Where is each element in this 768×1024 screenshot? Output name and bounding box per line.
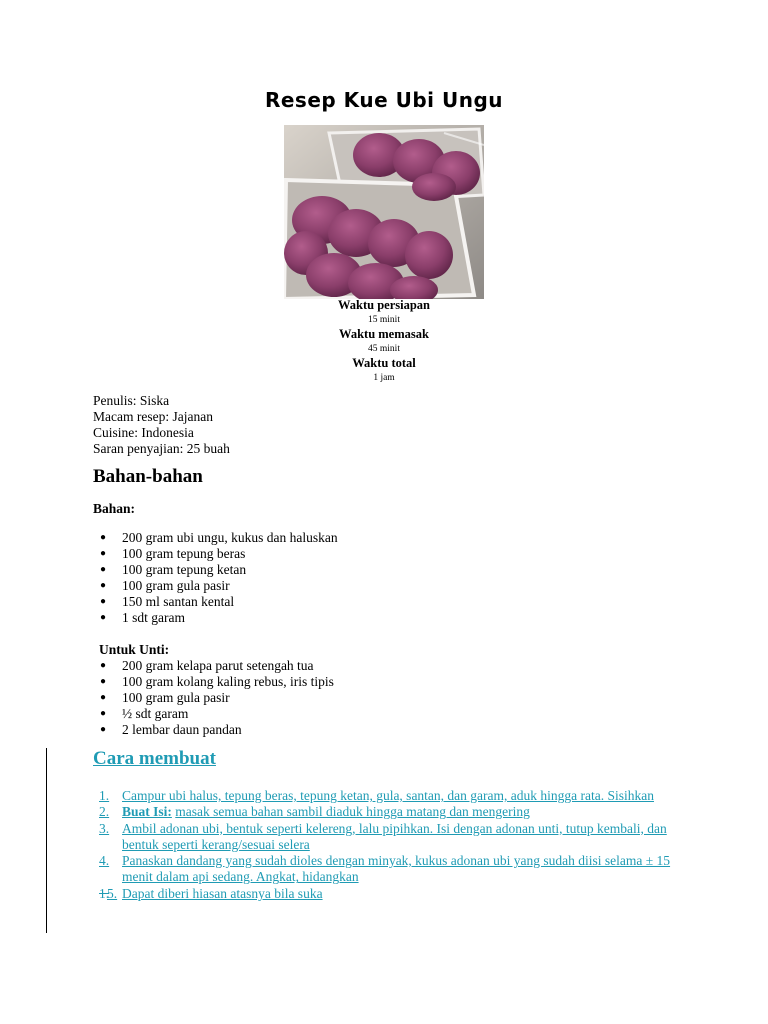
method-step[interactable]: 2. Buat Isi: masak semua bahan sambil diaduk hingga matang dan mengering [99,804,530,820]
prep-time-value: 15 minit [368,315,400,325]
struck-number: 1. [99,885,110,901]
prep-time-label: Waktu persiapan [337,298,431,312]
ingredients-heading: Bahan-bahan [93,466,203,487]
cook-time-value: 45 minit [368,344,400,354]
bahan-heading: Bahan: [93,501,136,516]
total-time-label: Waktu total [352,356,416,370]
list-item: ● 100 gram gula pasir [100,578,230,593]
meta-author: Penulis: Siska [93,393,170,408]
list-item: ● 200 gram kelapa parut setengah tua [100,658,314,673]
bahan-list [93,530,338,626]
list-item: ● 100 gram gula pasir [100,690,230,705]
list-item: ● ½ sdt garam [100,706,189,721]
method-heading[interactable]: Cara membuat [93,748,216,769]
total-time-value: 1 jam [373,373,395,383]
method-steps [93,788,673,902]
unti-heading: Untuk Unti: [99,642,170,657]
unti-list [93,658,334,738]
list-item: ● 100 gram kolang kaling rebus, iris tipis [100,674,334,689]
list-item: ● 1 sdt garam [100,610,185,625]
method-step[interactable]: 1. Campur ubi halus, tepung beras, tepung ketan, gula, santan, dan garam, aduk hingga rata. Sisihkan [99,788,654,803]
time-block [0,298,768,385]
page-title: Resep Kue Ubi Ungu [264,88,504,112]
meta-recipe-type: Macam resep: Jajanan [93,409,213,424]
cook-time-label: Waktu memasak [339,327,429,341]
list-item: ● 100 gram tepung ketan [100,562,247,577]
meta-cuisine: Cuisine: Indonesia [93,425,194,440]
list-item: ● 150 ml santan kental [100,594,235,609]
list-item: ● 200 gram ubi ungu, kukus dan haluskan [100,530,338,545]
meta-servings: Saran penyajian: 25 buah [93,441,230,456]
method-step[interactable]: 3. Ambil adonan ubi, bentuk seperti kelereng, lalu pipihkan. Isi dengan adonan unti, tutup kembali, dan bentuk seperti kerang/sesuai selera [99,820,667,852]
list-item: ● 2 lembar daun pandan [100,722,242,737]
recipe-meta [93,393,230,457]
revision-bar [46,748,47,933]
kue-ubi-ungu-photo [284,125,484,299]
method-step[interactable]: 4. Panaskan dandang yang sudah dioles dengan minyak, kukus adonan ubi yang sudah diisi selama ± 15 menit dalam api sedang. Angkat, hidangkan [99,853,671,885]
method-step[interactable]: 1. 5. Dapat diberi hiasan atasnya bila suka [99,885,323,901]
list-item: ● 100 gram tepung beras [100,546,246,561]
